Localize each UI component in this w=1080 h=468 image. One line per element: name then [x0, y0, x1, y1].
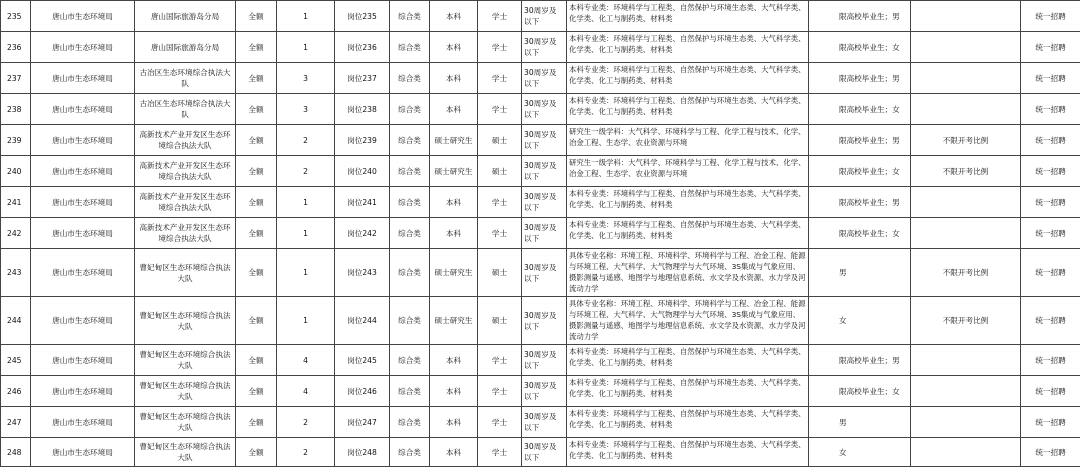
cell-exam-ratio — [911, 345, 1021, 376]
cell-position: 岗位241 — [335, 187, 390, 218]
cell-headcount: 1 — [277, 187, 335, 218]
cell-seq: 238 — [1, 94, 31, 125]
cell-unit: 高新技术产业开发区生态环境综合执法大队 — [135, 218, 236, 249]
cell-category: 综合类 — [390, 376, 430, 407]
cell-age: 30周岁及以下 — [522, 407, 567, 438]
cell-age: 30周岁及以下 — [522, 376, 567, 407]
cell-seq: 239 — [1, 125, 31, 156]
cell-other-condition: 男 — [809, 249, 911, 297]
cell-unit: 唐山国际旅游岛分局 — [135, 32, 236, 63]
cell-headcount: 1 — [277, 218, 335, 249]
cell-other-condition: 限高校毕业生；男 — [809, 125, 911, 156]
cell-category: 综合类 — [390, 156, 430, 187]
cell-seq: 237 — [1, 63, 31, 94]
cell-category: 综合类 — [390, 32, 430, 63]
cell-funding-type: 全额 — [236, 407, 277, 438]
cell-degree: 学士 — [478, 376, 522, 407]
cell-position: 岗位247 — [335, 407, 390, 438]
cell-age: 30周岁及以下 — [522, 94, 567, 125]
cell-exam-ratio — [911, 187, 1021, 218]
table-row — [1, 32, 1080, 63]
table-row — [1, 187, 1080, 218]
cell-department: 唐山市生态环境局 — [31, 125, 135, 156]
cell-seq: 243 — [1, 249, 31, 297]
cell-position: 岗位242 — [335, 218, 390, 249]
cell-seq: 245 — [1, 345, 31, 376]
cell-position: 岗位244 — [335, 297, 390, 345]
cell-department: 唐山市生态环境局 — [31, 1, 135, 32]
cell-education: 本科 — [430, 407, 478, 438]
cell-recruit-method: 统一招聘 — [1021, 345, 1080, 376]
cell-major-requirement: 本科专业类：环境科学与工程类、自然保护与环境生态类、大气科学类、化学类、化工与制药类、材料类 — [567, 94, 809, 125]
cell-department: 唐山市生态环境局 — [31, 249, 135, 297]
cell-unit: 曹妃甸区生态环境综合执法大队 — [135, 297, 236, 345]
cell-position: 岗位245 — [335, 345, 390, 376]
cell-degree: 学士 — [478, 438, 522, 467]
cell-major-requirement: 具体专业名称：环境工程、环境科学、环境科学与工程、冶金工程、能源与环境工程、大气科学、大气物理学与大气环境、3S集成与气象应用、摄影测量与遥感、地图学与地理信息系统、水文学及水资源、水力学及河流动力学 — [567, 297, 809, 345]
cell-age: 30周岁及以下 — [522, 249, 567, 297]
cell-department: 唐山市生态环境局 — [31, 187, 135, 218]
cell-exam-ratio — [911, 94, 1021, 125]
cell-degree: 硕士 — [478, 125, 522, 156]
cell-department: 唐山市生态环境局 — [31, 407, 135, 438]
cell-major-requirement: 本科专业类：环境科学与工程类、自然保护与环境生态类、大气科学类、化学类、化工与制药类、材料类 — [567, 187, 809, 218]
cell-major-requirement: 研究生一级学科：大气科学、环境科学与工程、化学工程与技术、化学、冶金工程、生态学、农业资源与环境 — [567, 125, 809, 156]
cell-category: 综合类 — [390, 438, 430, 467]
cell-education: 硕士研究生 — [430, 297, 478, 345]
table-row — [1, 218, 1080, 249]
cell-education: 硕士研究生 — [430, 249, 478, 297]
cell-seq: 236 — [1, 32, 31, 63]
cell-major-requirement: 本科专业类：环境科学与工程类、自然保护与环境生态类、大气科学类、化学类、化工与制药类、材料类 — [567, 1, 809, 32]
cell-exam-ratio — [911, 376, 1021, 407]
cell-recruit-method: 统一招聘 — [1021, 125, 1080, 156]
cell-seq: 240 — [1, 156, 31, 187]
cell-unit: 古冶区生态环境综合执法大队 — [135, 63, 236, 94]
cell-education: 本科 — [430, 438, 478, 467]
cell-position: 岗位235 — [335, 1, 390, 32]
cell-headcount: 1 — [277, 297, 335, 345]
cell-exam-ratio — [911, 407, 1021, 438]
cell-category: 综合类 — [390, 345, 430, 376]
cell-position: 岗位246 — [335, 376, 390, 407]
cell-category: 综合类 — [390, 249, 430, 297]
table-row — [1, 63, 1080, 94]
cell-recruit-method: 统一招聘 — [1021, 156, 1080, 187]
cell-other-condition: 限高校毕业生；女 — [809, 32, 911, 63]
cell-degree: 学士 — [478, 187, 522, 218]
table-row — [1, 156, 1080, 187]
cell-age: 30周岁及以下 — [522, 438, 567, 467]
cell-other-condition: 限高校毕业生；女 — [809, 94, 911, 125]
cell-unit: 曹妃甸区生态环境综合执法大队 — [135, 249, 236, 297]
table-body — [1, 1, 1080, 467]
cell-department: 唐山市生态环境局 — [31, 94, 135, 125]
cell-recruit-method: 统一招聘 — [1021, 63, 1080, 94]
cell-recruit-method: 统一招聘 — [1021, 376, 1080, 407]
cell-position: 岗位238 — [335, 94, 390, 125]
cell-education: 本科 — [430, 94, 478, 125]
cell-unit: 高新技术产业开发区生态环境综合执法大队 — [135, 187, 236, 218]
cell-headcount: 4 — [277, 376, 335, 407]
cell-recruit-method: 统一招聘 — [1021, 407, 1080, 438]
cell-degree: 硕士 — [478, 156, 522, 187]
cell-department: 唐山市生态环境局 — [31, 63, 135, 94]
cell-degree: 学士 — [478, 63, 522, 94]
cell-recruit-method: 统一招聘 — [1021, 1, 1080, 32]
cell-funding-type: 全额 — [236, 156, 277, 187]
cell-age: 30周岁及以下 — [522, 187, 567, 218]
cell-age: 30周岁及以下 — [522, 125, 567, 156]
cell-other-condition: 女 — [809, 438, 911, 467]
cell-position: 岗位240 — [335, 156, 390, 187]
cell-other-condition: 限高校毕业生；女 — [809, 376, 911, 407]
cell-seq: 244 — [1, 297, 31, 345]
cell-exam-ratio — [911, 32, 1021, 63]
table-row — [1, 438, 1080, 467]
cell-recruit-method: 统一招聘 — [1021, 249, 1080, 297]
cell-seq: 235 — [1, 1, 31, 32]
cell-seq: 242 — [1, 218, 31, 249]
cell-education: 本科 — [430, 345, 478, 376]
cell-department: 唐山市生态环境局 — [31, 297, 135, 345]
cell-position: 岗位236 — [335, 32, 390, 63]
cell-position: 岗位239 — [335, 125, 390, 156]
cell-category: 综合类 — [390, 297, 430, 345]
cell-degree: 学士 — [478, 345, 522, 376]
cell-unit: 高新技术产业开发区生态环境综合执法大队 — [135, 156, 236, 187]
cell-funding-type: 全额 — [236, 32, 277, 63]
table-row — [1, 297, 1080, 345]
cell-headcount: 3 — [277, 63, 335, 94]
table-row — [1, 345, 1080, 376]
cell-recruit-method: 统一招聘 — [1021, 218, 1080, 249]
cell-department: 唐山市生态环境局 — [31, 156, 135, 187]
cell-education: 本科 — [430, 63, 478, 94]
table-row — [1, 94, 1080, 125]
cell-department: 唐山市生态环境局 — [31, 218, 135, 249]
cell-age: 30周岁及以下 — [522, 63, 567, 94]
cell-education: 硕士研究生 — [430, 125, 478, 156]
cell-major-requirement: 本科专业类：环境科学与工程类、自然保护与环境生态类、大气科学类、化学类、化工与制药类、材料类 — [567, 218, 809, 249]
cell-age: 30周岁及以下 — [522, 1, 567, 32]
cell-exam-ratio: 不限开考比例 — [911, 297, 1021, 345]
cell-seq: 247 — [1, 407, 31, 438]
cell-age: 30周岁及以下 — [522, 218, 567, 249]
cell-funding-type: 全额 — [236, 125, 277, 156]
cell-position: 岗位243 — [335, 249, 390, 297]
cell-exam-ratio — [911, 63, 1021, 94]
cell-headcount: 2 — [277, 156, 335, 187]
cell-category: 综合类 — [390, 218, 430, 249]
cell-headcount: 1 — [277, 32, 335, 63]
cell-age: 30周岁及以下 — [522, 32, 567, 63]
cell-other-condition: 男 — [809, 407, 911, 438]
table-row — [1, 125, 1080, 156]
cell-other-condition: 限高校毕业生；男 — [809, 63, 911, 94]
cell-other-condition: 女 — [809, 297, 911, 345]
cell-funding-type: 全额 — [236, 297, 277, 345]
cell-education: 本科 — [430, 376, 478, 407]
cell-exam-ratio: 不限开考比例 — [911, 249, 1021, 297]
cell-unit: 唐山国际旅游岛分局 — [135, 1, 236, 32]
cell-category: 综合类 — [390, 94, 430, 125]
cell-exam-ratio: 不限开考比例 — [911, 156, 1021, 187]
cell-education: 本科 — [430, 218, 478, 249]
cell-department: 唐山市生态环境局 — [31, 32, 135, 63]
cell-degree: 硕士 — [478, 249, 522, 297]
cell-category: 综合类 — [390, 187, 430, 218]
cell-unit: 古冶区生态环境综合执法大队 — [135, 94, 236, 125]
cell-degree: 硕士 — [478, 297, 522, 345]
cell-seq: 246 — [1, 376, 31, 407]
cell-education: 硕士研究生 — [430, 156, 478, 187]
cell-major-requirement: 本科专业类：环境科学与工程类、自然保护与环境生态类、大气科学类、化学类、化工与制药类、材料类 — [567, 345, 809, 376]
cell-unit: 曹妃甸区生态环境综合执法大队 — [135, 438, 236, 467]
cell-seq: 248 — [1, 438, 31, 467]
cell-funding-type: 全额 — [236, 438, 277, 467]
cell-category: 综合类 — [390, 125, 430, 156]
table-row — [1, 407, 1080, 438]
cell-funding-type: 全额 — [236, 249, 277, 297]
cell-exam-ratio — [911, 218, 1021, 249]
cell-education: 本科 — [430, 32, 478, 63]
cell-headcount: 2 — [277, 407, 335, 438]
cell-degree: 学士 — [478, 32, 522, 63]
cell-recruit-method: 统一招聘 — [1021, 94, 1080, 125]
cell-other-condition: 限高校毕业生；男 — [809, 187, 911, 218]
table-row — [1, 249, 1080, 297]
cell-headcount: 2 — [277, 125, 335, 156]
cell-funding-type: 全额 — [236, 187, 277, 218]
cell-category: 综合类 — [390, 1, 430, 32]
cell-other-condition: 限高校毕业生；女 — [809, 218, 911, 249]
cell-education: 本科 — [430, 1, 478, 32]
cell-other-condition: 限高校毕业生；男 — [809, 345, 911, 376]
cell-age: 30周岁及以下 — [522, 156, 567, 187]
cell-recruit-method: 统一招聘 — [1021, 187, 1080, 218]
cell-degree: 学士 — [478, 1, 522, 32]
cell-major-requirement: 本科专业类：环境科学与工程类、自然保护与环境生态类、大气科学类、化学类、化工与制药类、材料类 — [567, 32, 809, 63]
cell-position: 岗位237 — [335, 63, 390, 94]
cell-recruit-method: 统一招聘 — [1021, 32, 1080, 63]
cell-category: 综合类 — [390, 407, 430, 438]
cell-department: 唐山市生态环境局 — [31, 376, 135, 407]
table-row — [1, 1, 1080, 32]
cell-exam-ratio — [911, 438, 1021, 467]
cell-funding-type: 全额 — [236, 376, 277, 407]
cell-headcount: 1 — [277, 1, 335, 32]
cell-unit: 曹妃甸区生态环境综合执法大队 — [135, 345, 236, 376]
cell-funding-type: 全额 — [236, 218, 277, 249]
cell-unit: 曹妃甸区生态环境综合执法大队 — [135, 376, 236, 407]
cell-unit: 高新技术产业开发区生态环境综合执法大队 — [135, 125, 236, 156]
cell-exam-ratio — [911, 1, 1021, 32]
cell-headcount: 4 — [277, 345, 335, 376]
cell-headcount: 1 — [277, 249, 335, 297]
cell-degree: 学士 — [478, 218, 522, 249]
cell-funding-type: 全额 — [236, 94, 277, 125]
cell-major-requirement: 本科专业类：环境科学与工程类、自然保护与环境生态类、大气科学类、化学类、化工与制药类、材料类 — [567, 376, 809, 407]
cell-major-requirement: 研究生一级学科：大气科学、环境科学与工程、化学工程与技术、化学、冶金工程、生态学、农业资源与环境 — [567, 156, 809, 187]
cell-position: 岗位248 — [335, 438, 390, 467]
cell-funding-type: 全额 — [236, 1, 277, 32]
cell-headcount: 2 — [277, 438, 335, 467]
cell-funding-type: 全额 — [236, 345, 277, 376]
cell-major-requirement: 具体专业名称：环境工程、环境科学、环境科学与工程、冶金工程、能源与环境工程、大气科学、大气物理学与大气环境、3S集成与气象应用、摄影测量与遥感、地图学与地理信息系统、水文学及水资源、水力学及河流动力学 — [567, 249, 809, 297]
cell-education: 本科 — [430, 187, 478, 218]
cell-department: 唐山市生态环境局 — [31, 345, 135, 376]
cell-funding-type: 全额 — [236, 63, 277, 94]
cell-age: 30周岁及以下 — [522, 345, 567, 376]
cell-recruit-method: 统一招聘 — [1021, 297, 1080, 345]
cell-exam-ratio: 不限开考比例 — [911, 125, 1021, 156]
cell-recruit-method: 统一招聘 — [1021, 438, 1080, 467]
cell-unit: 曹妃甸区生态环境综合执法大队 — [135, 407, 236, 438]
cell-headcount: 3 — [277, 94, 335, 125]
cell-age: 30周岁及以下 — [522, 297, 567, 345]
cell-category: 综合类 — [390, 63, 430, 94]
cell-other-condition: 限高校毕业生；女 — [809, 156, 911, 187]
cell-major-requirement: 本科专业类：环境科学与工程类、自然保护与环境生态类、大气科学类、化学类、化工与制药类、材料类 — [567, 407, 809, 438]
cell-department: 唐山市生态环境局 — [31, 438, 135, 467]
cell-other-condition: 限高校毕业生；男 — [809, 1, 911, 32]
cell-seq: 241 — [1, 187, 31, 218]
cell-major-requirement: 本科专业类：环境科学与工程类、自然保护与环境生态类、大气科学类、化学类、化工与制药类、材料类 — [567, 438, 809, 467]
cell-major-requirement: 本科专业类：环境科学与工程类、自然保护与环境生态类、大气科学类、化学类、化工与制药类、材料类 — [567, 63, 809, 94]
cell-degree: 学士 — [478, 94, 522, 125]
cell-degree: 学士 — [478, 407, 522, 438]
table-row — [1, 376, 1080, 407]
